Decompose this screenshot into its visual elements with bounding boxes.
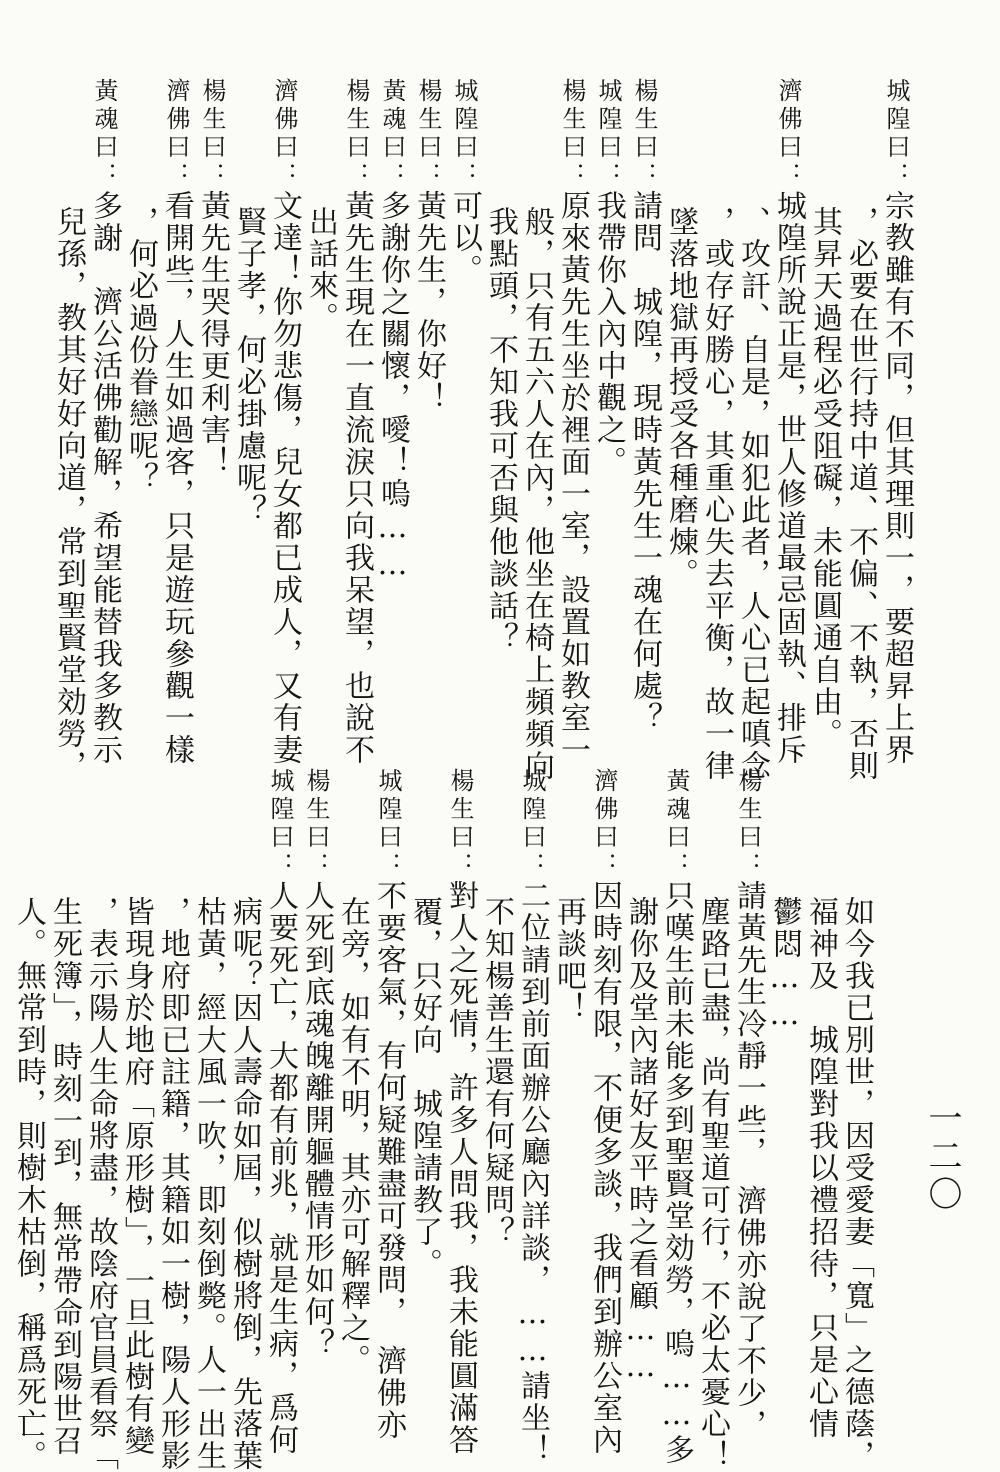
text-line: [662, 78, 698, 728]
text-line: [878, 78, 914, 766]
text-line: [626, 78, 662, 734]
line-text: 鬱悶……: [767, 896, 802, 1034]
line-text: 出話來。: [303, 206, 338, 334]
text-line: [230, 78, 266, 728]
line-text: 覆，只好向 城隍請教了。: [407, 896, 442, 1280]
text-line: [554, 78, 590, 766]
line-text: 其昇天過程必受阻礙，未能圓通自由。: [807, 206, 842, 750]
bottom-text-block: [11, 768, 874, 1472]
line-text: ，地府即已註籍，其籍如一樹，陽人形影: [155, 896, 190, 1472]
text-line: [154, 768, 190, 1472]
speaker-label: 楊生曰：: [302, 768, 330, 880]
text-line: [482, 78, 518, 728]
text-line: [82, 768, 118, 1472]
line-text: 如今我已別世，因受愛妻「寬」之德蔭，: [839, 896, 874, 1472]
line-text: 再談吧！: [551, 896, 586, 1024]
speaker-label: 楊生曰：: [414, 78, 442, 190]
line-text: 我帶你入內中觀之。: [591, 190, 626, 478]
line-text: 般，只有五六人在內，他坐在椅上頻頻向: [519, 206, 554, 782]
text-line: [622, 768, 658, 1408]
text-line: [802, 768, 838, 1440]
line-text: ，何必過份眷戀呢？: [123, 206, 158, 494]
line-text: 墜落地獄再授受各種磨煉。: [663, 206, 698, 590]
line-text: 塵路已盡，尚有聖道可行，不必太憂心！: [695, 896, 730, 1472]
line-text: 只嘆生前未能多到聖賢堂効勞，嗚……多: [659, 880, 694, 1466]
page-number: 一二〇: [922, 1100, 962, 1214]
line-text: 人要死亡，大都有前兆，就是生病，爲何: [263, 880, 298, 1456]
line-text: 二位請到前面辦公廳內詳談，……請坐！: [515, 880, 550, 1466]
line-text: 人死到底魂魄離開軀體情形如何？: [299, 880, 334, 1360]
line-text: 在旁，如有不明，其亦可解釋之。: [335, 896, 370, 1376]
text-line: [190, 768, 226, 1472]
text-line: [410, 78, 446, 728]
text-line: [586, 768, 622, 1456]
text-line: [698, 78, 734, 782]
text-line: [806, 78, 842, 750]
text-line: [118, 768, 154, 1457]
text-line: [734, 78, 770, 782]
line-text: ，或存好勝心，其重心失去平衡，故一律: [699, 206, 734, 782]
line-text: 黃先生哭得更利害！: [195, 190, 230, 478]
line-text: 宗教雖有不同，但其理則一，要超昇上界: [879, 190, 914, 766]
speaker-label: 黃魂曰：: [378, 78, 406, 190]
speaker-label: 城隍曰：: [594, 78, 622, 190]
line-text: 福神及 城隍對我以禮招待，只是心情: [803, 896, 838, 1440]
speaker-label: 濟佛曰：: [590, 768, 618, 880]
line-text: 對人之死情，許多人問我，我未能圓滿答: [443, 880, 478, 1456]
speaker-label: 城隍曰：: [518, 768, 546, 880]
text-line: [334, 768, 370, 1408]
text-line: [766, 768, 802, 1408]
line-text: 黃先生，你好！: [411, 190, 446, 414]
text-line: [338, 78, 374, 766]
line-text: 城隍所說正是，世人修道最忌固執、排斥: [771, 190, 806, 766]
speaker-label: 黃魂曰：: [90, 78, 118, 190]
speaker-label: 楊生曰：: [630, 78, 658, 190]
text-line: [370, 768, 406, 1441]
text-line: [446, 78, 482, 728]
speaker-label: 楊生曰：: [446, 768, 474, 880]
speaker-label: 城隍曰：: [266, 768, 294, 880]
line-text: 病呢？因人壽命如屆，似樹將倒，先落葉: [227, 896, 262, 1472]
text-line: [266, 78, 302, 766]
speaker-label: 城隍曰：: [450, 78, 478, 190]
text-line: [770, 78, 806, 766]
line-text: 不要客氣，有何疑難盡可發問， 濟佛亦: [371, 880, 406, 1441]
speaker-label: 濟佛曰：: [774, 78, 802, 190]
line-text: 可以。: [447, 190, 482, 286]
text-line: [194, 78, 230, 728]
speaker-label: 城隍曰：: [374, 768, 402, 880]
speaker-label: 楊生曰：: [198, 78, 226, 190]
text-line: [226, 768, 262, 1472]
text-line: [838, 768, 874, 1472]
text-line: [478, 768, 514, 1408]
text-line: [406, 768, 442, 1408]
text-line: [658, 768, 694, 1466]
top-text-block: [51, 78, 914, 782]
text-line: [842, 78, 878, 782]
line-text: ，必要在世行持中道、不偏、不執，否則: [843, 206, 878, 782]
speaker-label: 黃魂曰：: [662, 768, 690, 880]
line-text: 原來黃先生坐於裡面一室，設置如教室一: [555, 190, 590, 766]
line-text: 請黃先生冷靜一些， 濟佛亦說了不少，: [731, 880, 766, 1441]
text-line: [694, 768, 730, 1472]
text-line: [550, 768, 586, 1408]
speaker-label: 楊生曰：: [734, 768, 762, 880]
line-text: ，表示陽人生命將盡，故陰府官員看祭「: [83, 896, 118, 1472]
speaker-label: 濟佛曰：: [270, 78, 298, 190]
line-text: 賢子孝，何必掛慮呢？: [231, 206, 266, 526]
text-line: [514, 768, 550, 1466]
line-text: 我點頭，不知我可否與他談話？: [483, 206, 518, 654]
line-text: 枯黃，經大風一吹，即刻倒斃。人一出生: [191, 896, 226, 1472]
text-line: [122, 78, 158, 728]
line-text: 生死簿」，時刻一到，無常帶命到陽世召: [47, 896, 82, 1457]
line-text: 看開些，人生如過客，只是遊玩參觀一樣: [159, 190, 194, 766]
speaker-label: 楊生曰：: [342, 78, 370, 190]
speaker-label: 城隍曰：: [882, 78, 910, 190]
speaker-label: 楊生曰：: [558, 78, 586, 190]
line-text: 不知楊善生還有何疑問？: [479, 896, 514, 1248]
text-line: [46, 768, 82, 1457]
text-line: [158, 78, 194, 766]
line-text: 人。無常到時，則樹木枯倒，稱爲死亡。: [11, 896, 46, 1472]
line-text: 、攻訐、自是，如犯此者，人心已起嗔念: [735, 206, 770, 782]
line-text: 請問 城隍，現時黃先生一魂在何處？: [627, 190, 662, 734]
text-line: [298, 768, 334, 1408]
line-text: 兒孫，教其好好向道，常到聖賢堂効勞，: [51, 206, 86, 782]
text-line: [262, 768, 298, 1456]
line-text: 皆現身於地府「原形樹」，一旦此樹有變: [119, 896, 154, 1457]
text-line: [590, 78, 626, 728]
text-line: [730, 768, 766, 1441]
text-line: [50, 78, 86, 782]
text-line: [518, 78, 554, 782]
line-text: 黃先生現在一直流淚只向我呆望，也說不: [339, 190, 374, 766]
text-line: [10, 768, 46, 1472]
text-line: [302, 78, 338, 728]
line-text: 多謝 濟公活佛勸解，希望能替我多教示: [87, 190, 122, 766]
speaker-label: 濟佛曰：: [162, 78, 190, 190]
line-text: 文達！你勿悲傷，兒女都已成人，又有妻: [267, 190, 302, 766]
text-line: [374, 78, 410, 728]
text-line: [442, 768, 478, 1456]
line-text: 多謝你之關懷，噯！嗚……: [375, 190, 410, 584]
line-text: 謝你及堂內諸好友平時之看顧……: [623, 896, 658, 1386]
text-line: [86, 78, 122, 766]
line-text: 因時刻有限，不便多談，我們到辦公室內: [587, 880, 622, 1456]
